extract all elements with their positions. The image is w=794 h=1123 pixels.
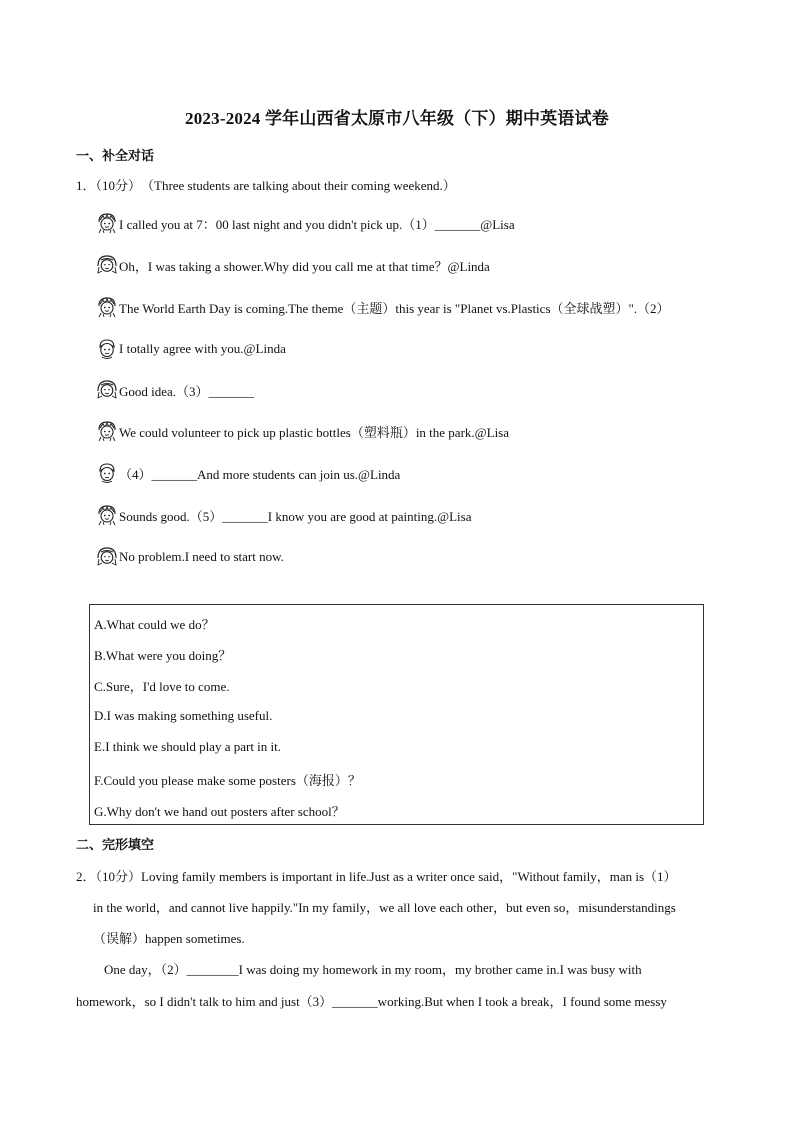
boy-avatar	[96, 462, 118, 484]
girl-linda-avatar	[96, 379, 118, 401]
dialogue-text: I called you at 7：00 last night and you didn't pick up.（1）_______@Lisa	[119, 216, 515, 232]
passage-line: （误解）happen sometimes.	[93, 931, 245, 946]
dialogue-line	[96, 503, 471, 527]
passage-line: 2．（10分）Loving family members is important in life.Just as a writer once said，"Without family，man is（1）	[76, 869, 677, 884]
dialogue-line	[96, 337, 286, 361]
page-title: 2023-2024 学年山西省太原市八年级（下）期中英语试卷	[185, 109, 609, 128]
option-e: E.I think we should play a part in it.	[94, 739, 282, 754]
option-b: B.What were you doing？	[94, 648, 232, 663]
girl-linda-avatar	[96, 254, 118, 276]
dialogue-line	[96, 295, 670, 319]
dialogue-line	[96, 378, 254, 402]
girl-lisa-avatar	[96, 296, 118, 318]
girl-linda-avatar	[96, 546, 118, 568]
dialogue-line	[96, 545, 284, 569]
dialogue-text: The World Earth Day is coming.The theme（主题）this year is "Planet vs.Plastics（全球战塑）".（2）	[119, 300, 670, 316]
girl-lisa-avatar	[96, 504, 118, 526]
dialogue-line	[96, 461, 400, 485]
option-c: C.Sure，I'd love to come.	[94, 679, 230, 694]
option-g: G.Why don't we hand out posters after school？	[94, 804, 345, 819]
dialogue-text: I totally agree with you.@Linda	[119, 341, 286, 356]
passage-line: in the world，and cannot live happily."In my family，we all love each other，but even so，misunderstandings	[93, 900, 676, 915]
option-f: F.Could you please make some posters（海报）？	[94, 773, 361, 788]
girl-lisa-avatar	[96, 212, 118, 234]
passage-line: homework，so I didn't talk to him and just（3）_______working.But when I took a break，I found some messy	[76, 994, 667, 1009]
section-heading-dialogue: 一、补全对话	[76, 149, 155, 164]
dialogue-text: Good idea.（3）_______	[119, 383, 255, 399]
dialogue-text: （4）_______And more students can join us.@Linda	[119, 466, 401, 482]
dialogue-line	[96, 253, 490, 277]
girl-lisa-avatar	[96, 420, 118, 442]
section-heading-cloze: 二、完形填空	[76, 838, 155, 853]
dialogue-text: Oh，I was taking a shower.Why did you call me at that time？@Linda	[119, 258, 490, 274]
answer-options-box	[89, 604, 704, 825]
question-1-intro: 1．（10分） （Three students are talking about their coming weekend.）	[76, 178, 456, 193]
option-d: D.I was making something useful.	[94, 708, 273, 723]
boy-avatar	[96, 338, 118, 360]
dialogue-line	[96, 211, 515, 235]
dialogue-text: Sounds good.（5）_______I know you are good at painting.@Lisa	[119, 508, 472, 524]
dialogue-text: We could volunteer to pick up plastic bottles（塑料瓶）in the park.@Lisa	[119, 424, 510, 440]
option-a: A.What could we do？	[94, 617, 215, 632]
dialogue-line	[96, 419, 509, 443]
passage-line: One day，（2）________I was doing my homework in my room，my brother came in.I was busy with	[104, 962, 642, 977]
dialogue-text: No problem.I need to start now.	[119, 549, 284, 564]
